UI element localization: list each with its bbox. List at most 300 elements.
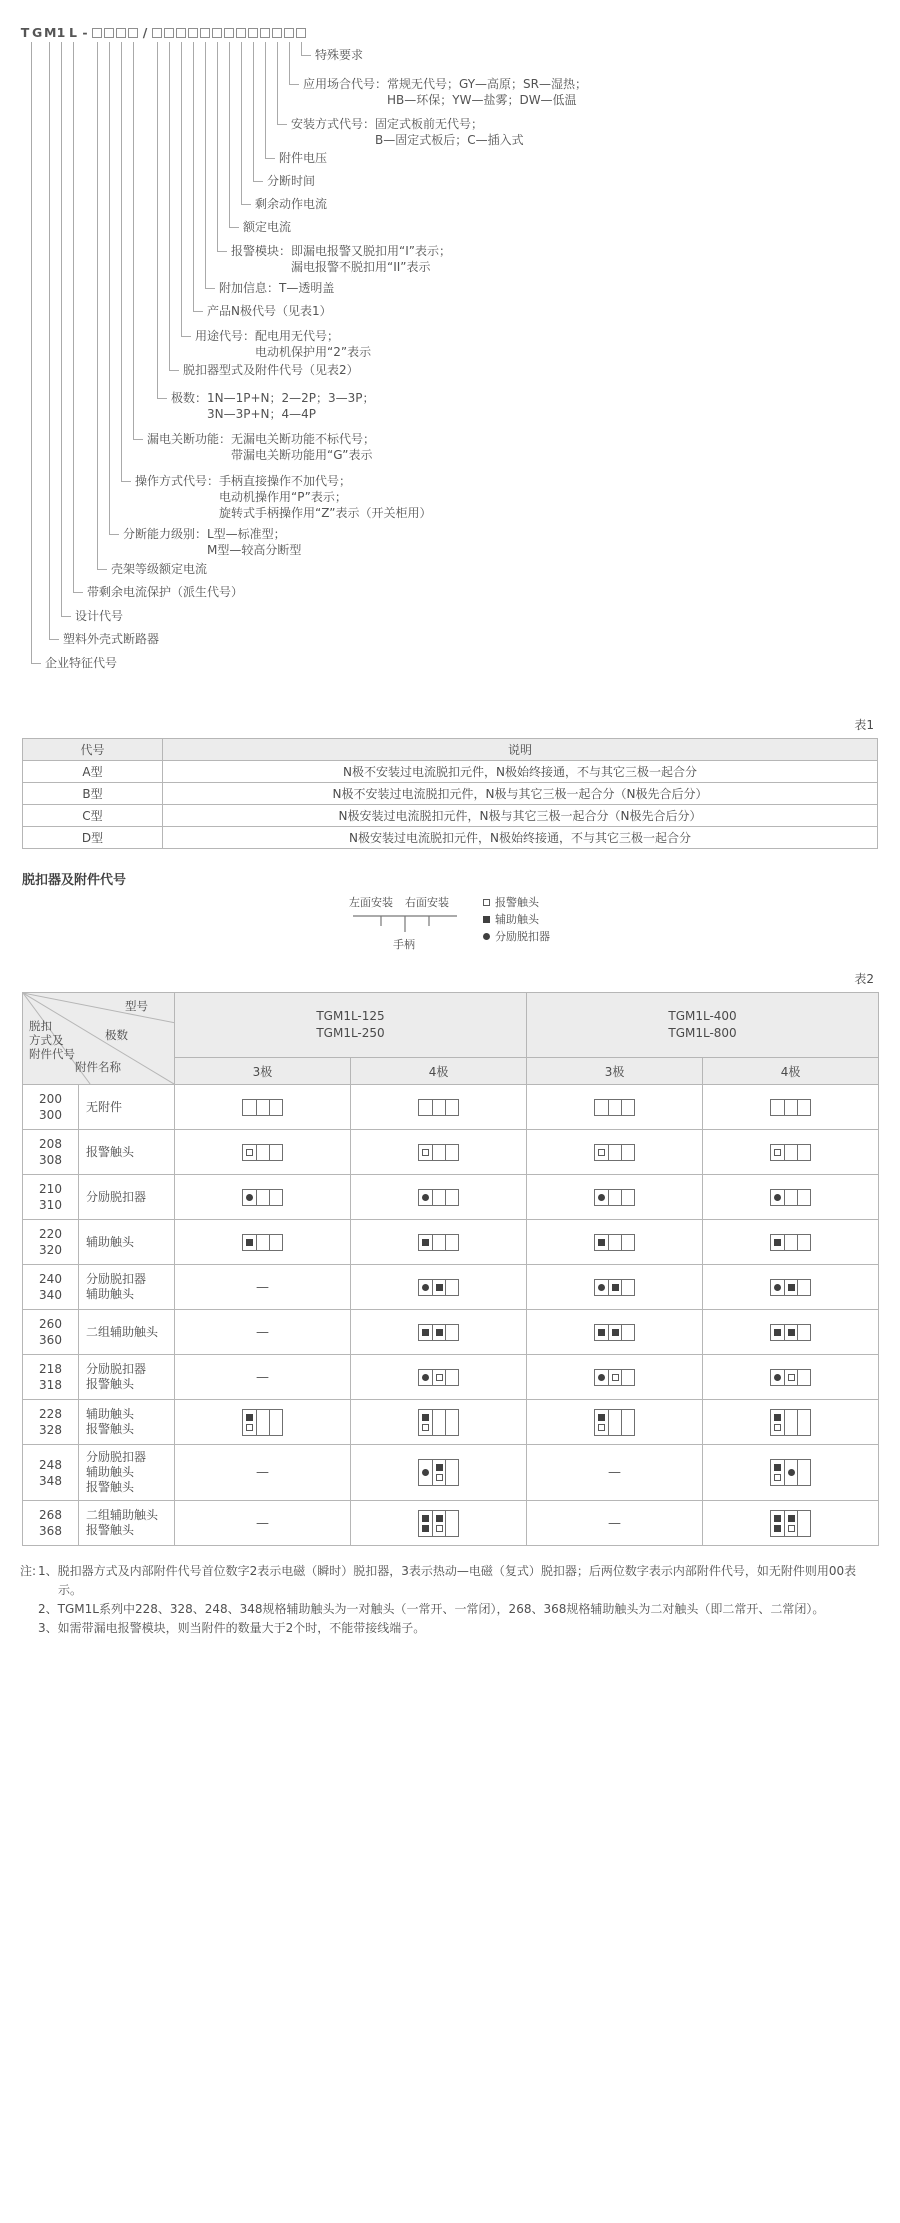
accessory-slot <box>432 1410 445 1435</box>
accessory-slot <box>797 1145 810 1160</box>
handle-icon <box>345 910 465 938</box>
accessory-cell <box>527 1445 703 1501</box>
code-position-label <box>183 362 359 378</box>
trip-code: 340 <box>39 1288 62 1302</box>
code-position-label <box>45 655 117 671</box>
row-name-cell <box>79 1085 175 1130</box>
connector-line <box>217 42 218 251</box>
aux-symbol <box>422 1239 429 1246</box>
label-line: 分断能力级别：L型—标准型； <box>123 527 286 541</box>
connector-line <box>61 616 71 617</box>
code-position-label <box>135 473 431 521</box>
alarm-symbol <box>788 1525 795 1532</box>
alarm-symbol <box>788 1374 795 1381</box>
label-line: 产品N极代号（见表1） <box>207 304 332 318</box>
connector-line <box>73 42 74 592</box>
code-letter: M <box>44 25 57 40</box>
label-line: 分断时间 <box>267 174 316 188</box>
note-item: 3、如需带漏电报警模块，则当附件的数量大于2个时，不能带接线端子。 <box>38 1621 426 1635</box>
accessory-slot <box>784 1511 797 1536</box>
code-position-label <box>123 526 301 558</box>
accessory-cell <box>175 1355 351 1400</box>
accessory-cell <box>527 1501 703 1546</box>
accessory-slot <box>621 1370 634 1385</box>
accessory-slot <box>445 1460 458 1485</box>
row-name-cell <box>79 1310 175 1355</box>
trip-code: 228 <box>39 1407 62 1421</box>
accessory-slot <box>243 1100 256 1115</box>
aux-symbol <box>598 1414 605 1421</box>
accessory-cell <box>527 1130 703 1175</box>
trip-code: 320 <box>39 1243 62 1257</box>
accessory-slot <box>771 1370 784 1385</box>
alarm-symbol <box>483 899 490 906</box>
trip-code: 260 <box>39 1317 62 1331</box>
table1-row <box>23 827 878 849</box>
connector-line <box>49 42 50 639</box>
row-code-cell <box>23 1355 79 1400</box>
accessory-cell <box>527 1400 703 1445</box>
accessory-slot <box>445 1100 458 1115</box>
accessory-slot <box>797 1100 810 1115</box>
accessory-slot <box>771 1100 784 1115</box>
trip-code: 210 <box>39 1182 62 1196</box>
accessory-slot <box>256 1190 269 1205</box>
aux-symbol <box>788 1515 795 1522</box>
accessory-name: 报警触头 <box>86 1480 135 1494</box>
code-letter: L <box>69 25 77 40</box>
code-position-label <box>255 196 327 212</box>
accessory-cell <box>175 1400 351 1445</box>
accessory-diagram <box>770 1144 811 1161</box>
label-line: 电动机操作用“P”表示； <box>219 490 347 504</box>
aux-symbol <box>483 916 490 923</box>
row-name-cell <box>79 1265 175 1310</box>
row-name-cell <box>79 1175 175 1220</box>
accessory-name: 辅助触头 <box>86 1287 135 1301</box>
accessory-name: 辅助触头 <box>86 1407 135 1421</box>
accessory-slot <box>608 1370 621 1385</box>
accessory-cell <box>703 1085 879 1130</box>
connector-line <box>97 569 107 570</box>
accessory-diagram <box>770 1369 811 1386</box>
code-box <box>152 28 162 38</box>
model-code-row <box>0 25 900 42</box>
aux-symbol <box>598 1239 605 1246</box>
code-position-label <box>219 280 334 296</box>
legend-label: 报警触头 <box>495 896 539 909</box>
connector-line <box>61 42 62 616</box>
code-position-label <box>291 116 524 148</box>
accessory-slot <box>269 1145 282 1160</box>
trip-code: 240 <box>39 1272 62 1286</box>
connector-line <box>289 84 299 85</box>
accessory-name: 报警触头 <box>86 1377 135 1391</box>
accessory-diagram <box>770 1409 811 1436</box>
accessory-diagram <box>594 1324 635 1341</box>
accessory-cell <box>351 1310 527 1355</box>
accessory-diagram <box>594 1279 635 1296</box>
table1-header-cell: 代号 <box>23 739 163 761</box>
accessory-slot <box>608 1100 621 1115</box>
accessory-slot <box>797 1280 810 1295</box>
label-line: 用途代号：配电用无代号； <box>195 329 340 343</box>
aux-symbol <box>436 1329 443 1336</box>
accessory-cell <box>175 1130 351 1175</box>
accessory-slot <box>595 1235 608 1250</box>
table2 <box>22 992 879 1546</box>
note-items <box>38 1562 874 1638</box>
shunt-symbol <box>422 1284 429 1291</box>
alarm-symbol <box>774 1424 781 1431</box>
accessory-diagram <box>242 1144 283 1161</box>
code-box <box>260 28 270 38</box>
accessory-diagram <box>418 1369 459 1386</box>
connector-line <box>121 42 122 481</box>
row-name-cell <box>79 1400 175 1445</box>
label-line: 附加信息：T—透明盖 <box>219 281 335 295</box>
label-line: 额定电流 <box>243 220 292 234</box>
table1-desc-cell: N极不安装过电流脱扣元件，N极与其它三极一起合分（N极先合后分） <box>163 783 878 805</box>
dash: — <box>256 1279 269 1295</box>
connector-line <box>109 42 110 534</box>
code-box <box>104 28 114 38</box>
accessory-diagram <box>594 1099 635 1116</box>
table2-row <box>23 1085 879 1130</box>
connector-line <box>49 639 59 640</box>
code-letter: T <box>20 25 30 40</box>
aux-symbol <box>788 1329 795 1336</box>
shunt-symbol <box>422 1469 429 1476</box>
trip-code: 348 <box>39 1473 62 1488</box>
label-line: 剩余动作电流 <box>255 197 328 211</box>
trip-code: 318 <box>39 1378 62 1392</box>
aux-symbol <box>788 1284 795 1291</box>
accessory-cell <box>175 1310 351 1355</box>
aux-symbol <box>774 1239 781 1246</box>
accessory-slot <box>445 1511 458 1536</box>
alarm-symbol <box>422 1149 429 1156</box>
dash: — <box>608 1465 622 1480</box>
accessory-cell <box>351 1445 527 1501</box>
code-position-label <box>75 608 123 624</box>
accessory-slot <box>595 1190 608 1205</box>
accessory-diagram <box>594 1409 635 1436</box>
code-letter: G <box>32 25 43 40</box>
accessory-slot <box>797 1325 810 1340</box>
alarm-symbol <box>598 1149 605 1156</box>
accessory-cell <box>703 1265 879 1310</box>
accessory-name: 报警触头 <box>86 1523 135 1537</box>
alarm-symbol <box>774 1149 781 1156</box>
model-header-cell <box>527 993 879 1058</box>
accessory-name: 分励脱扣器 <box>86 1189 147 1204</box>
code-box <box>248 28 258 38</box>
label-line: 安装方式代号：固定式板前无代号； <box>291 117 484 131</box>
accessory-slot <box>771 1410 784 1435</box>
accessory-slot <box>256 1100 269 1115</box>
label-line: 漏电关断功能：无漏电关断功能不标代号； <box>147 432 376 446</box>
accessory-cell <box>351 1220 527 1265</box>
accessory-slot <box>419 1325 432 1340</box>
aux-symbol <box>774 1525 781 1532</box>
shunt-symbol <box>483 933 490 940</box>
accessory-slot <box>797 1235 810 1250</box>
dash: — <box>256 1515 269 1531</box>
corner-label: 极数 <box>105 1028 128 1042</box>
note-item: 1、脱扣器方式及内部附件代号首位数字2表示电磁（瞬时）脱扣器，3表示热动—电磁（复式）脱扣器；后两位数字表示内部附件代号，如无附件则用00表示。 <box>38 1564 857 1597</box>
accessory-slot <box>771 1235 784 1250</box>
accessory-diagram <box>418 1324 459 1341</box>
legend-item <box>483 894 550 910</box>
accessory-cell <box>703 1310 879 1355</box>
accessory-slot <box>771 1511 784 1536</box>
code-box <box>92 28 102 38</box>
legend-item <box>483 911 550 927</box>
table2-row <box>23 1445 879 1501</box>
label-line: 漏电报警不脱扣用“II”表示 <box>291 260 431 274</box>
label-line: 壳架等级额定电流 <box>111 562 208 576</box>
connector-line <box>253 42 254 181</box>
connector-line <box>73 592 83 593</box>
code-position-label <box>87 584 243 600</box>
accessory-diagram <box>770 1189 811 1206</box>
connector-line <box>253 181 263 182</box>
pole-header-cell: 3极 <box>175 1058 351 1085</box>
alarm-symbol <box>246 1424 253 1431</box>
accessory-cell <box>175 1265 351 1310</box>
connector-line <box>121 481 131 482</box>
accessory-slot <box>432 1511 445 1536</box>
trip-code: 208 <box>39 1137 62 1151</box>
accessory-slot <box>595 1280 608 1295</box>
accessory-cell <box>175 1085 351 1130</box>
accessory-slot <box>797 1190 810 1205</box>
accessory-name: 报警触头 <box>86 1422 135 1436</box>
code-position-label <box>267 173 315 189</box>
accessory-diagram <box>770 1099 811 1116</box>
row-code-cell <box>23 1175 79 1220</box>
table2-row <box>23 1130 879 1175</box>
code-box <box>188 28 198 38</box>
code-position-label <box>195 328 371 360</box>
connector-line <box>193 42 194 311</box>
trip-code: 360 <box>39 1333 62 1347</box>
code-box <box>116 28 126 38</box>
accessory-diagram <box>242 1409 283 1436</box>
label-line: 特殊要求 <box>315 48 364 62</box>
accessory-cell <box>703 1220 879 1265</box>
connector-line <box>193 311 203 312</box>
accessory-cell <box>175 1175 351 1220</box>
accessory-name: 分励脱扣器 <box>86 1450 147 1464</box>
model-name: TGM1L-400 <box>668 1009 737 1023</box>
table1-header-row <box>23 739 878 761</box>
table2-row <box>23 1175 879 1220</box>
shunt-symbol <box>788 1469 795 1476</box>
aux-symbol <box>774 1414 781 1421</box>
accessory-diagram <box>594 1234 635 1251</box>
accessory-diagram <box>242 1189 283 1206</box>
accessory-name: 报警触头 <box>86 1144 135 1159</box>
accessory-slot <box>243 1410 256 1435</box>
table2-row <box>23 1265 879 1310</box>
code-position-label <box>231 243 451 275</box>
accessory-slot <box>432 1145 445 1160</box>
accessory-slot <box>595 1325 608 1340</box>
pole-header-cell: 4极 <box>351 1058 527 1085</box>
accessory-slot <box>608 1190 621 1205</box>
accessory-slot <box>243 1190 256 1205</box>
row-code-cell <box>23 1265 79 1310</box>
accessory-slot <box>432 1100 445 1115</box>
accessory-install-diagram <box>345 894 900 966</box>
label-line: 极数：1N—1P+N；2—2P；3—3P； <box>171 391 375 405</box>
label-line: 带漏电关断功能用“G”表示 <box>231 448 373 462</box>
trip-code: 308 <box>39 1153 62 1167</box>
label-line: B—固定式板后；C—插入式 <box>375 133 524 147</box>
accessory-slot <box>797 1511 810 1536</box>
alarm-symbol <box>436 1474 443 1481</box>
accessory-cell <box>175 1501 351 1546</box>
table2-row <box>23 1220 879 1265</box>
accessory-cell <box>527 1265 703 1310</box>
accessory-cell <box>351 1175 527 1220</box>
label-line: 脱扣器型式及附件代号（见表2） <box>183 363 359 377</box>
code-position-label <box>111 561 207 577</box>
aux-symbol <box>774 1515 781 1522</box>
row-code-cell <box>23 1501 79 1546</box>
accessory-cell <box>527 1355 703 1400</box>
accessory-cell <box>703 1445 879 1501</box>
aux-symbol <box>598 1329 605 1336</box>
accessory-slot <box>621 1100 634 1115</box>
accessory-slot <box>419 1235 432 1250</box>
connector-line <box>169 42 170 370</box>
connector-line <box>265 42 266 158</box>
row-name-cell <box>79 1130 175 1175</box>
accessory-diagram <box>418 1234 459 1251</box>
code-box <box>224 28 234 38</box>
aux-symbol <box>436 1515 443 1522</box>
shunt-symbol <box>598 1374 605 1381</box>
label-line: 操作方式代号：手柄直接操作不加代号； <box>135 474 352 488</box>
accessory-slot <box>771 1145 784 1160</box>
accessory-cell <box>527 1310 703 1355</box>
table1-row <box>23 783 878 805</box>
connector-line <box>241 204 251 205</box>
model-name: TGM1L-125 <box>316 1009 385 1023</box>
code-box <box>128 28 138 38</box>
accessory-slot <box>608 1325 621 1340</box>
accessory-name: 二组辅助触头 <box>86 1508 159 1522</box>
code-box <box>296 28 306 38</box>
accessory-slot <box>608 1145 621 1160</box>
legend-label: 辅助触头 <box>495 913 539 926</box>
trip-code: 220 <box>39 1227 62 1241</box>
dash: — <box>256 1324 269 1340</box>
corner-label: 附件名称 <box>75 1060 121 1074</box>
aux-symbol <box>422 1329 429 1336</box>
table2-header-row <box>23 993 879 1058</box>
accessory-slot <box>419 1280 432 1295</box>
row-code-cell <box>23 1400 79 1445</box>
trip-code: 248 <box>39 1457 62 1472</box>
accessory-slot <box>621 1145 634 1160</box>
accessory-diagram <box>418 1279 459 1296</box>
accessory-diagram <box>418 1099 459 1116</box>
alarm-symbol <box>436 1525 443 1532</box>
corner-label: 型号 <box>125 999 148 1013</box>
connector-line <box>181 336 191 337</box>
table1-code-cell: C型 <box>23 805 163 827</box>
accessory-slot <box>432 1325 445 1340</box>
accessory-slot <box>797 1370 810 1385</box>
table1-header-cell: 说明 <box>163 739 878 761</box>
table1-code-cell: D型 <box>23 827 163 849</box>
right-install-label: 右面安装 <box>405 896 449 909</box>
code-box <box>164 28 174 38</box>
accessory-diagram <box>770 1234 811 1251</box>
table1-code-cell: B型 <box>23 783 163 805</box>
label-line: 企业特征代号 <box>45 656 118 670</box>
label-line: 旋转式手柄操作用“Z”表示（开关柜用） <box>219 506 432 520</box>
accessory-slot <box>784 1190 797 1205</box>
trip-code: 328 <box>39 1423 62 1437</box>
aux-symbol <box>774 1464 781 1471</box>
accessory-section-heading: 脱扣器及附件代号 <box>22 873 127 888</box>
label-line: 附件电压 <box>279 151 328 165</box>
accessory-diagram <box>418 1189 459 1206</box>
pole-header-cell: 4极 <box>703 1058 879 1085</box>
table2-row <box>23 1400 879 1445</box>
code-position-label <box>147 431 375 463</box>
table1-desc-cell: N极安装过电流脱扣元件，N极始终接通，不与其它三极一起合分 <box>163 827 878 849</box>
connector-line <box>109 534 119 535</box>
accessory-slot <box>621 1325 634 1340</box>
accessory-slot <box>784 1280 797 1295</box>
legend-label: 分励脱扣器 <box>495 930 550 943</box>
table1-row <box>23 805 878 827</box>
accessory-slot <box>419 1190 432 1205</box>
trip-code: 218 <box>39 1362 62 1376</box>
label-line: 电动机保护用“2”表示 <box>255 345 372 359</box>
accessory-slot <box>256 1145 269 1160</box>
accessory-slot <box>256 1235 269 1250</box>
accessory-slot <box>445 1280 458 1295</box>
trip-code: 268 <box>39 1508 62 1522</box>
shunt-symbol <box>422 1374 429 1381</box>
accessory-cell <box>703 1501 879 1546</box>
accessory-slot <box>419 1460 432 1485</box>
accessory-slot <box>621 1190 634 1205</box>
accessory-slot <box>771 1190 784 1205</box>
accessory-slot <box>595 1370 608 1385</box>
accessory-slot <box>432 1370 445 1385</box>
accessory-diagram <box>242 1234 283 1251</box>
trip-code: 300 <box>39 1108 62 1122</box>
aux-symbol <box>612 1284 619 1291</box>
table2-row <box>23 1310 879 1355</box>
note-item: 2、TGM1L系列中228、328、248、348规格辅助触头为一对触头（一常开、一常闭），268、368规格辅助触头为二对触头（即二常开、二常闭）。 <box>38 1602 825 1616</box>
accessory-slot <box>269 1410 282 1435</box>
connector-line <box>277 42 278 124</box>
accessory-cell <box>351 1501 527 1546</box>
accessory-slot <box>621 1280 634 1295</box>
alarm-symbol <box>774 1474 781 1481</box>
accessory-slot <box>445 1190 458 1205</box>
legend-item <box>483 928 550 944</box>
